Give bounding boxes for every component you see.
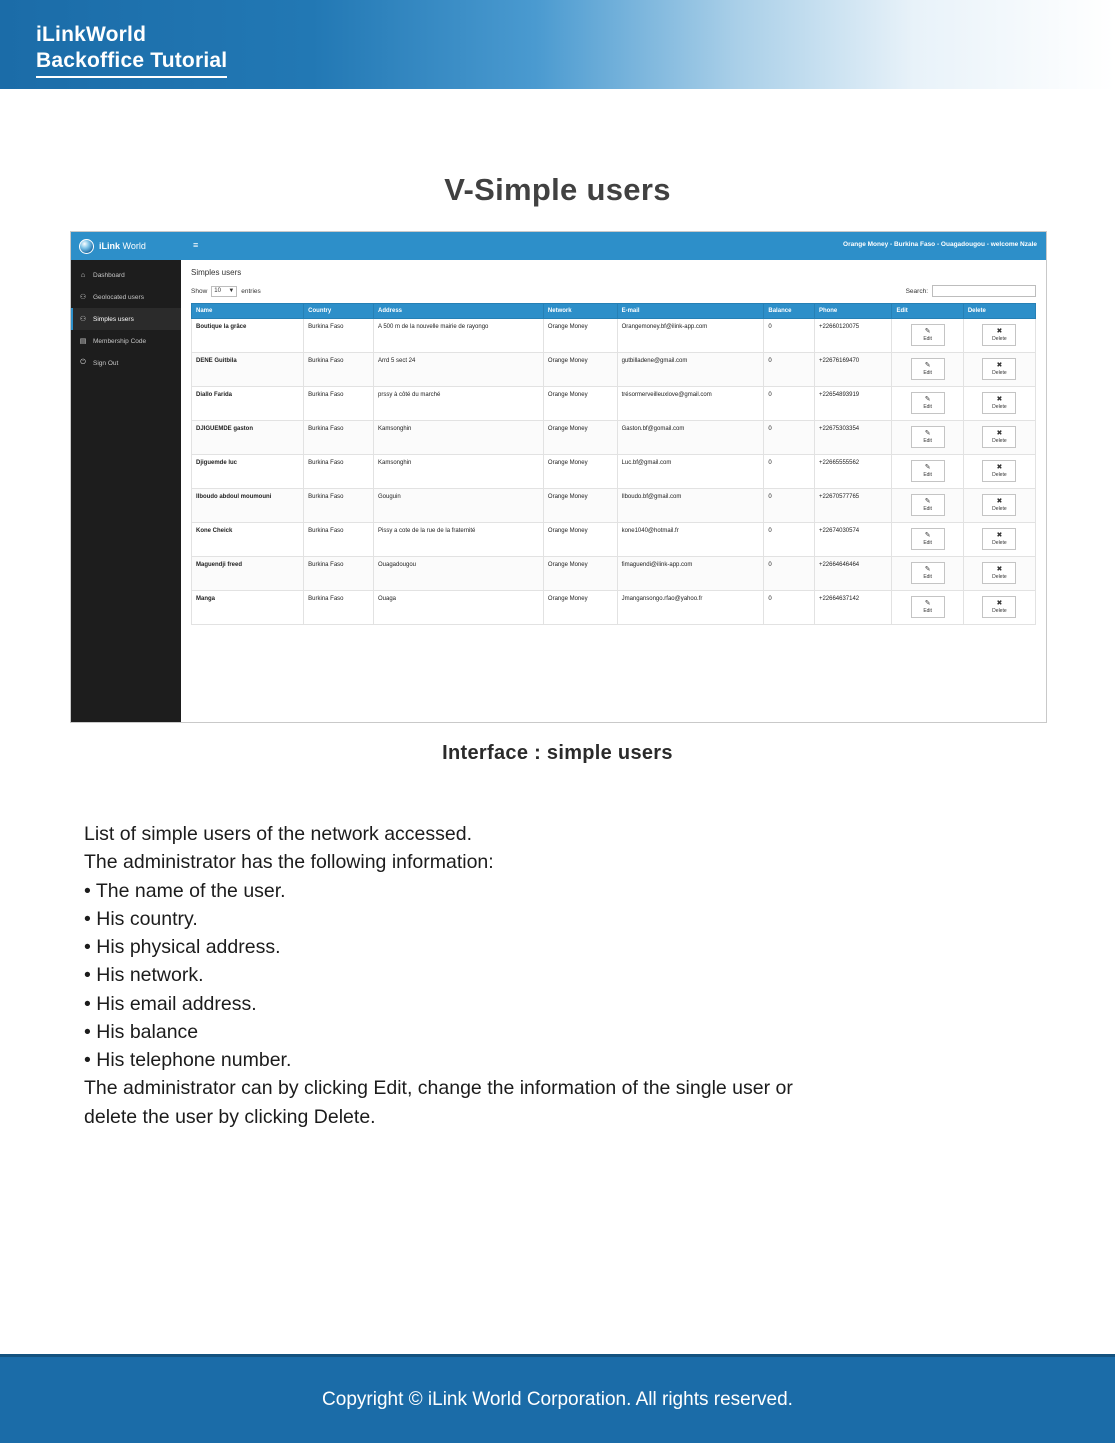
cell-delete [963, 591, 1035, 625]
close-icon: ✖ [996, 328, 1003, 336]
cell-phone: +22674030574 [814, 523, 892, 557]
users-table [191, 303, 1036, 625]
delete-label: Delete [992, 472, 1007, 479]
cell-address: Ouagadougou [373, 557, 543, 591]
cell-edit [892, 387, 963, 421]
sidebar-item-dashboard[interactable] [71, 264, 181, 286]
sidebar-item-membership-code[interactable] [71, 330, 181, 352]
cell-address: Gouguin [373, 489, 543, 523]
column-header-edit: Edit [892, 304, 963, 319]
cell-phone: +22660120075 [814, 319, 892, 353]
brand-subtitle: Backoffice Tutorial [36, 48, 227, 77]
column-header-address[interactable]: Address [373, 304, 543, 319]
edit-button[interactable] [911, 596, 945, 618]
show-label: Show [191, 287, 208, 295]
edit-label: Edit [923, 574, 932, 581]
embedded-screenshot [70, 231, 1047, 723]
edit-label: Edit [923, 608, 932, 615]
cell-network: Orange Money [543, 421, 617, 455]
cell-email: Jmangansongo.rfao@yahoo.fr [617, 591, 764, 625]
cell-email: trésormerveilleuxlove@gmail.com [617, 387, 764, 421]
cell-network: Orange Money [543, 557, 617, 591]
cell-edit [892, 557, 963, 591]
body-line: • His email address. [84, 992, 257, 1015]
cell-balance: 0 [764, 387, 815, 421]
delete-button[interactable] [982, 460, 1016, 482]
entries-label: entries [241, 287, 261, 295]
cell-name: Boutique la grâce [192, 319, 304, 353]
body-line: • His balance [84, 1020, 199, 1043]
column-header-phone[interactable]: Phone [814, 304, 892, 319]
app-topbar [71, 232, 1046, 260]
delete-button[interactable] [982, 596, 1016, 618]
pencil-icon: ✎ [924, 396, 931, 404]
sidebar-item-sign-out[interactable] [71, 352, 181, 374]
app-logo-text: iLink World [99, 241, 146, 251]
edit-button[interactable] [911, 494, 945, 516]
pencil-icon: ✎ [924, 600, 931, 608]
sidebar-item-geolocated-users[interactable] [71, 286, 181, 308]
cell-network: Orange Money [543, 319, 617, 353]
cell-balance: 0 [764, 455, 815, 489]
app-content [181, 260, 1046, 722]
column-header-email[interactable]: E-mail [617, 304, 764, 319]
edit-label: Edit [923, 438, 932, 445]
table-row [192, 455, 1036, 489]
brand-title: iLinkWorld [36, 23, 147, 46]
body-line: The administrator has the following information: [84, 851, 494, 874]
body-line: delete the user by clicking Delete. [84, 1105, 376, 1128]
edit-button[interactable] [911, 528, 945, 550]
cell-edit [892, 591, 963, 625]
delete-button[interactable] [982, 358, 1016, 380]
cell-network: Orange Money [543, 387, 617, 421]
body-line: • His telephone number. [84, 1049, 292, 1072]
cell-network: Orange Money [543, 523, 617, 557]
sidebar-item-label: Dashboard [93, 271, 125, 279]
cell-edit [892, 455, 963, 489]
delete-button[interactable] [982, 562, 1016, 584]
search-control [906, 285, 1036, 297]
cell-edit [892, 319, 963, 353]
delete-button[interactable] [982, 528, 1016, 550]
cell-email: gutbilladene@gmail.com [617, 353, 764, 387]
table-row [192, 319, 1036, 353]
edit-label: Edit [923, 506, 932, 513]
edit-label: Edit [923, 336, 932, 343]
close-icon: ✖ [996, 498, 1003, 506]
cell-name: Manga [192, 591, 304, 625]
table-header-row [192, 304, 1036, 319]
pencil-icon: ✎ [924, 464, 931, 472]
cell-delete [963, 489, 1035, 523]
cell-phone: +22654893919 [814, 387, 892, 421]
cell-balance: 0 [764, 421, 815, 455]
cell-country: Burkina Faso [304, 523, 374, 557]
column-header-country[interactable]: Country [304, 304, 374, 319]
delete-button[interactable] [982, 494, 1016, 516]
delete-label: Delete [992, 438, 1007, 445]
body-line: The administrator can by clicking Edit, change the information of the single user or [84, 1077, 793, 1100]
cell-address: Pissy a cote de la rue de la fraternité [373, 523, 543, 557]
cell-name: DJIGUEMDE gaston [192, 421, 304, 455]
cell-address: prssy à côté du marché [373, 387, 543, 421]
pencil-icon: ✎ [924, 362, 931, 370]
sidebar-item-label: Membership Code [93, 337, 147, 345]
cell-delete [963, 387, 1035, 421]
cell-phone: +22675303354 [814, 421, 892, 455]
cell-country: Burkina Faso [304, 489, 374, 523]
close-icon: ✖ [996, 532, 1003, 540]
delete-label: Delete [992, 608, 1007, 615]
page-title: V-Simple users [444, 172, 671, 207]
delete-button[interactable] [982, 392, 1016, 414]
close-icon: ✖ [996, 600, 1003, 608]
delete-label: Delete [992, 506, 1007, 513]
delete-label: Delete [992, 574, 1007, 581]
table-row [192, 489, 1036, 523]
cell-network: Orange Money [543, 489, 617, 523]
cell-balance: 0 [764, 523, 815, 557]
body-line: List of simple users of the network accessed. [84, 823, 473, 845]
cell-edit [892, 421, 963, 455]
cell-country: Burkina Faso [304, 387, 374, 421]
column-header-delete: Delete [963, 304, 1035, 319]
cell-edit [892, 489, 963, 523]
cell-name: Kone Cheick [192, 523, 304, 557]
close-icon: ✖ [996, 396, 1003, 404]
pencil-icon: ✎ [924, 532, 931, 540]
cell-phone: +22676169470 [814, 353, 892, 387]
delete-button[interactable] [982, 426, 1016, 448]
cell-address: Arrd 5 sect 24 [373, 353, 543, 387]
cell-country: Burkina Faso [304, 455, 374, 489]
search-input[interactable] [932, 285, 1036, 297]
close-icon: ✖ [996, 430, 1003, 438]
app-sidebar [71, 260, 181, 722]
sidebar-item-label: Sign Out [93, 359, 119, 367]
table-row [192, 591, 1036, 625]
users-icon: ⚇ [79, 294, 87, 301]
cell-address: A 500 m de la nouvelle mairie de rayongo [373, 319, 543, 353]
cell-email: kone1040@hotmail.fr [617, 523, 764, 557]
cell-name: Maguendji freed [192, 557, 304, 591]
cell-network: Orange Money [543, 591, 617, 625]
delete-label: Delete [992, 370, 1007, 377]
show-entries-control [191, 286, 261, 297]
body-line: • The name of the user. [84, 879, 286, 902]
edit-button[interactable] [911, 562, 945, 584]
cell-address: Kamsonghin [373, 455, 543, 489]
cell-name: Diallo Farida [192, 387, 304, 421]
entries-per-page-select[interactable] [211, 286, 237, 297]
sidebar-item-simples-users[interactable] [71, 308, 181, 330]
app-logo[interactable] [71, 232, 181, 260]
sidebar-item-label: Geolocated users [93, 293, 144, 301]
table-row [192, 523, 1036, 557]
cell-country: Burkina Faso [304, 421, 374, 455]
cell-balance: 0 [764, 319, 815, 353]
cell-email: fimaguendi@ilink-app.com [617, 557, 764, 591]
table-row [192, 387, 1036, 421]
column-header-network[interactable]: Network [543, 304, 617, 319]
cell-delete [963, 557, 1035, 591]
pencil-icon: ✎ [924, 430, 931, 438]
body-line: • His country. [84, 907, 198, 930]
panel-title: Simples users [191, 268, 242, 277]
cell-address: Kamsonghin [373, 421, 543, 455]
pencil-icon: ✎ [924, 328, 931, 336]
card-icon: ▤ [79, 338, 87, 345]
cell-delete [963, 523, 1035, 557]
users-icon: ⚇ [79, 316, 87, 323]
cell-balance: 0 [764, 489, 815, 523]
search-label: Search: [905, 287, 928, 295]
globe-icon [79, 239, 94, 254]
delete-button[interactable] [982, 324, 1016, 346]
cell-balance: 0 [764, 591, 815, 625]
chevron-down-icon: ▼ [228, 288, 235, 294]
cell-email: Gaston.bf@gomail.com [617, 421, 764, 455]
menu-toggle-icon[interactable]: ≡ [193, 240, 199, 250]
close-icon: ✖ [996, 464, 1003, 472]
brand-block [36, 22, 227, 78]
cell-country: Burkina Faso [304, 591, 374, 625]
cell-network: Orange Money [543, 455, 617, 489]
cell-country: Burkina Faso [304, 557, 374, 591]
delete-label: Delete [992, 336, 1007, 343]
cell-phone: +22670577765 [814, 489, 892, 523]
edit-button[interactable] [911, 426, 945, 448]
sidebar-item-label: Simples users [93, 315, 134, 323]
edit-label: Edit [923, 404, 932, 411]
page-footer [0, 1354, 1115, 1443]
cell-country: Burkina Faso [304, 319, 374, 353]
cell-delete [963, 421, 1035, 455]
body-line: • His physical address. [84, 936, 281, 959]
cell-name: DENE Guitbila [192, 353, 304, 387]
cell-email: Orangemoney.bf@ilink-app.com [617, 319, 764, 353]
cell-edit [892, 523, 963, 557]
edit-label: Edit [923, 472, 932, 479]
edit-button[interactable] [911, 358, 945, 380]
cell-country: Burkina Faso [304, 353, 374, 387]
cell-email: Luc.bf@gmail.com [617, 455, 764, 489]
pencil-icon: ✎ [924, 498, 931, 506]
cell-edit [892, 353, 963, 387]
power-icon: ⏻ [80, 359, 86, 366]
cell-delete [963, 353, 1035, 387]
entries-value: 10 [214, 288, 221, 294]
edit-button[interactable] [911, 392, 945, 414]
body-text [84, 820, 984, 1131]
table-controls [191, 285, 1036, 297]
cell-delete [963, 319, 1035, 353]
delete-label: Delete [992, 404, 1007, 411]
edit-label: Edit [923, 540, 932, 547]
cell-phone: +22664646464 [814, 557, 892, 591]
column-header-name[interactable]: Name [192, 304, 304, 319]
cell-delete [963, 455, 1035, 489]
edit-button[interactable] [911, 460, 945, 482]
cell-address: Ouaga [373, 591, 543, 625]
cell-phone: +22664637142 [814, 591, 892, 625]
cell-phone: +22665555562 [814, 455, 892, 489]
home-icon: ⌂ [80, 271, 86, 279]
delete-label: Delete [992, 540, 1007, 547]
column-header-balance[interactable]: Balance [764, 304, 815, 319]
body-line: • His network. [84, 964, 204, 987]
table-row [192, 421, 1036, 455]
edit-label: Edit [923, 370, 932, 377]
pencil-icon: ✎ [924, 566, 931, 574]
copyright-text: Copyright © iLink World Corporation. All rights reserved. [322, 1389, 793, 1410]
close-icon: ✖ [996, 362, 1003, 370]
edit-button[interactable] [911, 324, 945, 346]
page-header-banner [0, 0, 1115, 89]
figure-caption: Interface : simple users [442, 742, 673, 764]
cell-name: Djiguemde luc [192, 455, 304, 489]
cell-name: Ilboudo abdoul moumouni [192, 489, 304, 523]
cell-balance: 0 [764, 353, 815, 387]
table-row [192, 353, 1036, 387]
close-icon: ✖ [996, 566, 1003, 574]
cell-email: Ilboudo.bf@gmail.com [617, 489, 764, 523]
cell-network: Orange Money [543, 353, 617, 387]
topbar-user-info: Orange Money - Burkina Faso - Ouagadougou - welcome Nzale [843, 241, 1037, 248]
cell-balance: 0 [764, 557, 815, 591]
table-row [192, 557, 1036, 591]
